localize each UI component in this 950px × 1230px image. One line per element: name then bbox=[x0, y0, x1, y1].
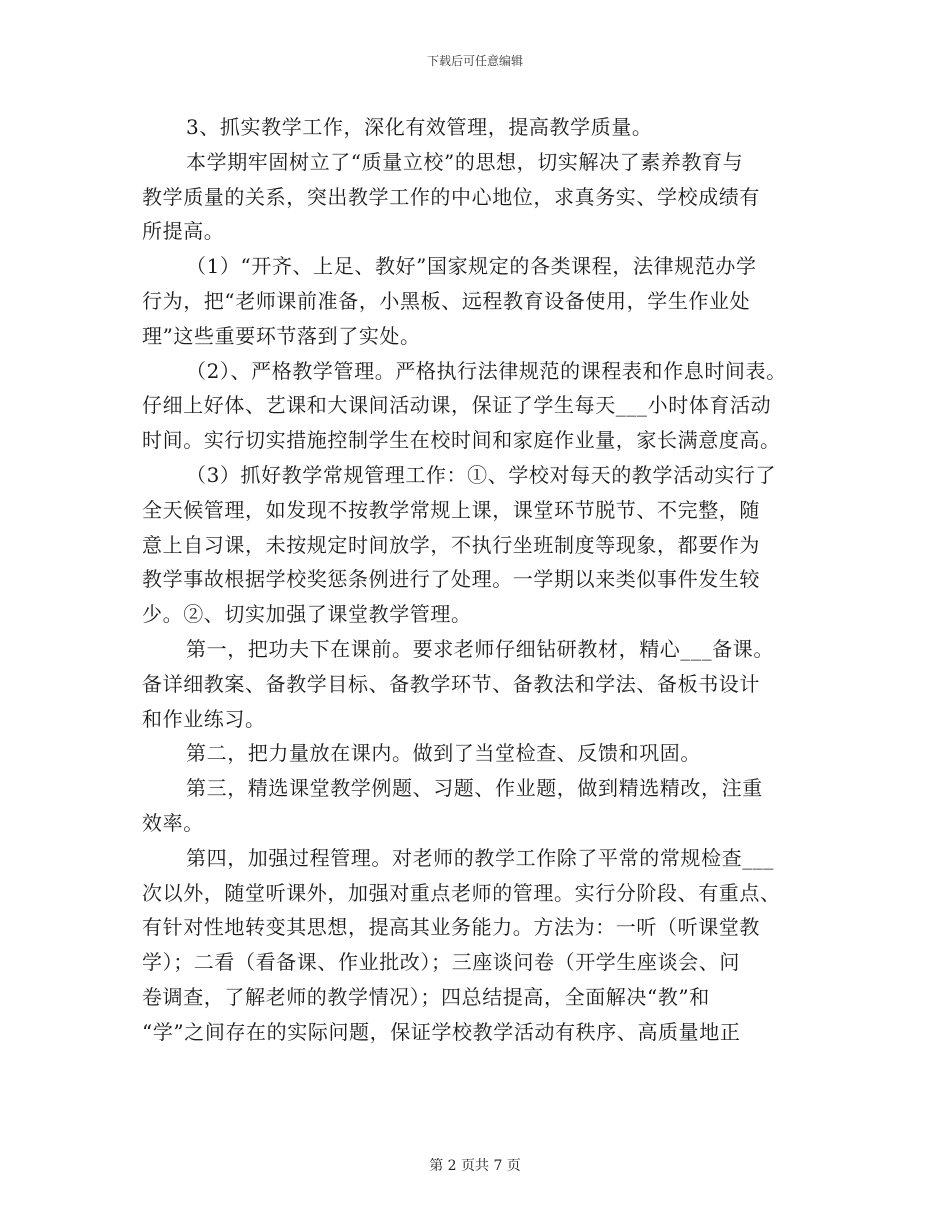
text-line: 仔细上好体、艺课和大课间活动课，保证了学生每天___小时体育活动 bbox=[142, 393, 772, 418]
page-header: 下载后可任意编辑 bbox=[426, 54, 523, 68]
text-line: 少。②、切实加强了课堂教学管理。 bbox=[142, 602, 472, 627]
text-line: 有针对性地转变其思想，提高其业务能力。方法为：一听（听课堂教 bbox=[142, 915, 760, 940]
text-line: （3）抓好教学常规管理工作：①、学校对每天的教学活动实行了 bbox=[186, 462, 777, 487]
text-line: 3、抓实教学工作，深化有效管理，提高教学质量。 bbox=[186, 115, 653, 139]
text-line: 卷调查，了解老师的教学情况）；四总结提高，全面解决“教”和 bbox=[142, 984, 710, 1009]
text-line: 全天候管理，如发现不按教学常规上课，课堂环节脱节、不完整，随 bbox=[142, 497, 760, 522]
text-line: 教学质量的关系，突出教学工作的中心地位，求真务实、学校成绩有 bbox=[142, 184, 760, 209]
text-line: 第三，精选课堂教学例题、习题、作业题，做到精选精改，注重 bbox=[186, 776, 763, 801]
text-line: 第二，把力量放在课内。做到了当堂检查、反馈和巩固。 bbox=[186, 741, 701, 766]
text-line: 和作业练习。 bbox=[142, 706, 266, 731]
text-line: 所提高。 bbox=[142, 219, 225, 244]
text-line: 本学期牢固树立了“质量立校”的思想，切实解决了素养教育与 bbox=[186, 149, 744, 174]
text-line: （1）“开齐、上足、教好”国家规定的各类课程，法律规范办学 bbox=[186, 254, 757, 279]
text-line: 教学事故根据学校奖惩条例进行了处理。一学期以来类似事件发生较 bbox=[142, 567, 760, 592]
text-line: 行为，把“老师课前准备，小黑板、远程教育设备使用，学生作业处 bbox=[142, 288, 751, 313]
text-line: 时间。实行切实措施控制学生在校时间和家庭作业量，家长满意度高。 bbox=[142, 428, 781, 453]
text-line: 理”这些重要环节落到了实处。 bbox=[142, 323, 421, 348]
text-line: 次以外，随堂听课外，加强对重点老师的管理。实行分阶段、有重点、 bbox=[142, 880, 781, 905]
text-line: 意上自习课，未按规定时间放学，不执行坐班制度等现象，都要作为 bbox=[142, 532, 760, 557]
document-body bbox=[142, 110, 818, 1050]
text-line: 学）；二看（看备课、作业批改）；三座谈问卷（开学生座谈会、问 bbox=[142, 950, 740, 975]
text-line: 第四，加强过程管理。对老师的教学工作除了平常的常规检查___ bbox=[186, 845, 774, 870]
text-line: （2）、严格教学管理。严格执行法律规范的课程表和作息时间表。 bbox=[186, 358, 787, 383]
text-line: 效率。 bbox=[142, 810, 204, 835]
text-line: 备详细教案、备教学目标、备教学环节、备教法和学法、备板书设计 bbox=[142, 671, 760, 696]
text-line: 第一，把功夫下在课前。要求老师仔细钻研教材，精心___备课。 bbox=[186, 636, 774, 661]
page-number-footer: 第 2 页共 7 页 bbox=[429, 1158, 521, 1174]
text-line: “学”之间存在的实际问题，保证学校教学活动有秩序、高质量地正 bbox=[142, 1019, 741, 1044]
